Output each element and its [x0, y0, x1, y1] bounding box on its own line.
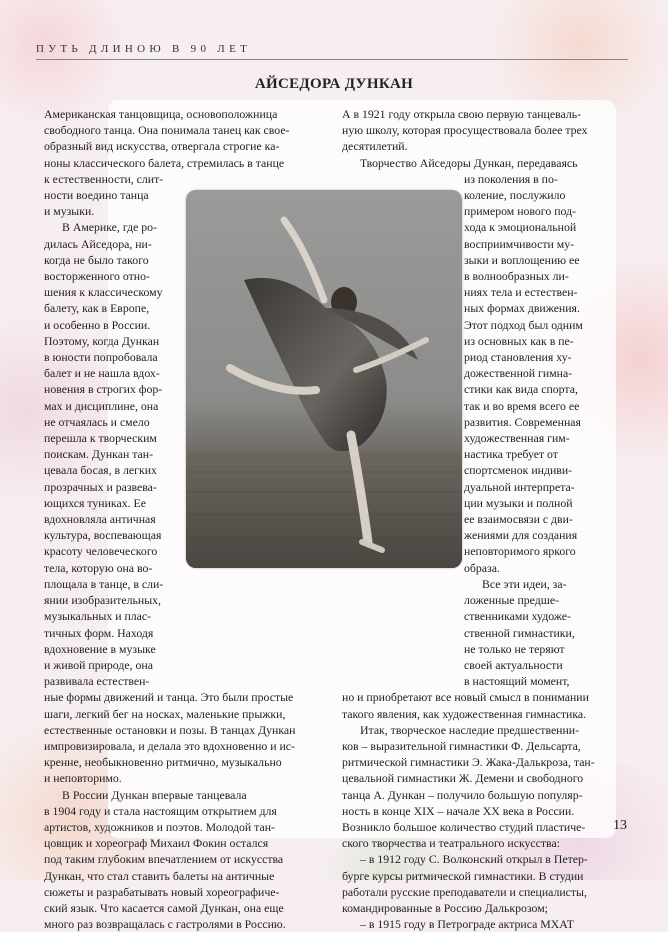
text-line: В Америке, где ро- — [62, 220, 157, 235]
text-line: тичных форм. Находя — [44, 625, 154, 640]
text-line: ную школу, которая просуществовала более трех — [342, 123, 588, 138]
text-line: стики как вида спорта, — [464, 382, 578, 397]
text-line: красоту человеческого — [44, 544, 158, 559]
text-line: сюжеты и разрабатывать новый хореографиче- — [44, 884, 280, 899]
text-line: шаги, легкий бег на носках, маленькие прыжки, — [44, 706, 286, 721]
text-line: и живой природе, она — [44, 657, 153, 672]
text-line: А в 1921 году открыла свою первую танцеваль- — [342, 107, 582, 121]
text-line: и музыки. — [44, 204, 95, 219]
text-line: ноны классического балета, стремилась в танце — [44, 155, 285, 170]
text-line: вдохновение в музыке — [44, 641, 156, 656]
text-line: Этот подход был одним — [464, 317, 583, 332]
text-line: своей актуальности — [464, 657, 563, 672]
text-line: музыкальных и плас- — [44, 609, 152, 624]
text-line: ритмической гимнастики Э. Жака-Далькроза, тан- — [342, 755, 595, 770]
text-line: перешла к творческим — [44, 431, 157, 446]
text-line: в волнообразных ли- — [464, 269, 569, 284]
text-line: ные формы движений и танца. Это были простые — [44, 690, 294, 705]
text-line: артистов, художников и поэтов. Молодой тан- — [44, 819, 275, 834]
text-line: балету, как в Европе, — [44, 301, 150, 316]
text-line: импровизировала, и делала это вдохновенно и ис- — [44, 738, 295, 753]
article-title: АЙСЕДОРА ДУНКАН — [254, 76, 414, 92]
left-column — [44, 106, 310, 932]
text-line: спортсменок индиви- — [464, 463, 573, 478]
text-line: но и приобретают все новый смысл в понимании — [342, 690, 589, 705]
header-rule — [36, 59, 628, 60]
text-line: Возникло большое количество студий пластиче- — [342, 819, 586, 834]
text-line: в 1904 году и стала настоящим открытием для — [44, 803, 277, 818]
text-line: когда не было такого — [44, 252, 149, 267]
text-line: бурге курсы ритмической гимнастики. В студии — [342, 868, 584, 883]
text-line: танца А. Дункан – получило большую популяр- — [342, 787, 583, 802]
text-line: такого явления, как художественная гимнастика. — [342, 706, 587, 721]
text-line: поискам. Дункан тан- — [44, 447, 154, 462]
text-line: десятилетий. — [342, 139, 408, 154]
text-line: из основных как в пе- — [464, 333, 574, 348]
text-line: ных формах движения. — [464, 301, 580, 316]
text-line: художественная гим- — [464, 431, 570, 446]
right-column — [342, 106, 608, 932]
text-line: коление, послужило — [464, 188, 566, 203]
text-line: в юности попробовала — [44, 350, 158, 365]
text-line: ственной гимнастики, — [464, 625, 575, 640]
text-line: из поколения в по- — [464, 171, 558, 186]
text-line: культура, воспевающая — [44, 528, 162, 543]
text-line: Творчество Айседоры Дункан, передаваясь — [360, 155, 578, 170]
text-line: к естественности, слит- — [44, 171, 164, 186]
text-line: площала в танце, в сли- — [44, 576, 164, 591]
text-line: развития. Современная — [464, 414, 581, 429]
text-line: Все эти идеи, за- — [482, 576, 567, 591]
text-line: зыки и воплощению ее — [464, 252, 580, 267]
text-line: под таким глубоким впечатлением от искусства — [44, 852, 284, 867]
text-line: так и во время всего ее — [464, 398, 580, 413]
text-line: дожественной гимна- — [464, 366, 573, 381]
text-line: ности воедино танца — [44, 188, 149, 203]
text-line: жениями для создания — [464, 528, 578, 543]
text-line: цевальной гимнастики Ж. Демени и свободного — [342, 771, 584, 786]
text-line: новения в строгих фор- — [44, 382, 163, 397]
text-line: дуальной интерпрета- — [464, 479, 575, 494]
text-line: мах и дисциплине, она — [44, 398, 159, 413]
text-line: образа. — [464, 560, 500, 575]
text-line: восприимчивости му- — [464, 236, 575, 251]
text-line: ков – выразительной гимнастики Ф. Дельсарта, — [342, 738, 581, 753]
text-line: кренне, необыкновенно ритмично, музыкально — [44, 755, 282, 770]
text-line: в настоящий момент, — [464, 674, 570, 689]
text-line: Поэтому, когда Дункан — [44, 333, 160, 348]
text-line: настика требует от — [464, 447, 558, 462]
text-line: шения к классическому — [44, 285, 163, 300]
text-line: – в 1915 году в Петрограде актриса МХАТ — [360, 917, 574, 932]
text-line: тела, которую она во- — [44, 560, 153, 575]
text-line: Дункан, что стал ставить балеты на античные — [44, 868, 275, 883]
text-line: не отчаялась и смело — [44, 414, 150, 429]
text-line: командированные в Россию Далькрозом; — [342, 900, 548, 915]
text-line: ского творчества и театрального искусства: — [342, 836, 560, 851]
text-line: балет и не нашла вдох- — [44, 366, 160, 381]
text-line: ложенные предше- — [464, 593, 560, 608]
text-line: ниях тела и естествен- — [464, 285, 578, 300]
text-line: риод становления ху- — [464, 350, 572, 365]
text-line: – в 1912 году С. Волконский открыл в Петер- — [360, 852, 588, 867]
text-line: ский язык. Что касается самой Дункан, она еще — [44, 900, 284, 915]
text-line: дилась Айседора, ни- — [44, 236, 152, 251]
text-line: неповторимого яркого — [464, 544, 576, 559]
text-line: и неповторимо. — [44, 771, 122, 786]
text-line: свободного танца. Она понимала танец как свое- — [44, 123, 290, 138]
text-line: развивала естествен- — [44, 674, 150, 689]
text-line: ность в конце XIX – начале XX века в России. — [342, 803, 575, 818]
text-line: ющихся туниках. Ее — [44, 495, 146, 510]
text-line: много раз возвращалась с гастролями в Россию. — [44, 917, 286, 932]
text-line: ции музыки и полной — [464, 495, 573, 510]
text-line: цевала босая, в легких — [44, 463, 157, 478]
text-line: не только не теряют — [464, 641, 565, 656]
running-head: ПУТЬ ДЛИНОЮ В 90 ЛЕТ — [36, 43, 252, 55]
page-number: 13 — [613, 818, 627, 833]
text-line: янии изобразительных, — [44, 593, 161, 608]
text-line: ственниками художе- — [464, 609, 571, 624]
text-line: восторженного отно- — [44, 269, 150, 284]
text-line: цовщик и хореограф Михаил Фокин остался — [44, 836, 269, 851]
text-line: и особенно в России. — [44, 317, 151, 332]
text-line: вдохновляла античная — [44, 512, 156, 527]
text-line: примером нового под- — [464, 204, 577, 219]
text-line: хода к эмоциональной — [464, 220, 577, 235]
text-line: работали русские преподаватели и специалисты, — [342, 884, 587, 899]
text-line: естественные остановки и позы. В танцах Дункан — [44, 722, 296, 737]
text-line: ее взаимосвязи с дви- — [464, 512, 573, 527]
text-line: Американская танцовщица, основоположница — [44, 107, 278, 121]
text-line: прозрачных и развева- — [44, 479, 157, 494]
text-line: В России Дункан впервые танцевала — [62, 787, 247, 802]
text-line: Итак, творческое наследие предшественни- — [360, 722, 580, 737]
text-line: образный вид искусства, отвергала строгие ка- — [44, 139, 280, 154]
